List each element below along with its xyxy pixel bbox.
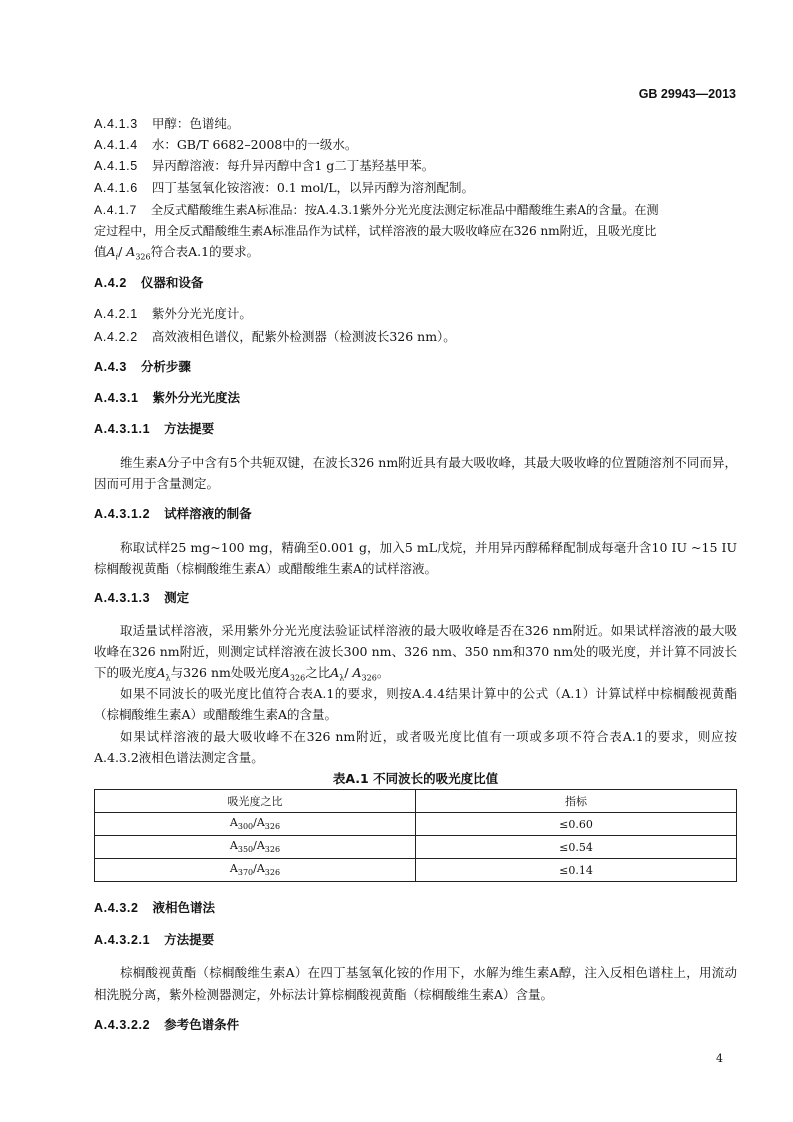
item-a4-2-1: A.4.2.1 紫外分光光度计。: [94, 306, 252, 321]
table-cell-value: ≤0.60: [416, 813, 737, 836]
heading-a4-3-1: A.4.3.1 紫外分光光度法: [94, 390, 241, 405]
table-row: [95, 813, 737, 836]
paragraph-ratio-compliance: 如果不同波长的吸光度比值符合表A.1的要求，则按A.4.4结果计算中的公式（A.1）计算试样中棕榈酸视黄酯（棕榈酸维生素A）或醋酸维生素A的含量。: [94, 686, 737, 722]
paragraph-sample-preparation: 称取试样25 mg~100 mg，精确至0.001 g，加入5 mL戊烷，并用异丙醇稀释配制成每毫升含10 IU ~15 IU棕榈酸视黄酯（棕榈酸维生素A）或醋酸维生素A的试样溶液。: [94, 540, 737, 576]
item-a4-1-7-line1: A.4.1.7 全反式醋酸维生素A标准品：按A.4.3.1紫外分光光度法测定标准品中醋酸维生素A的含量。在测: [94, 203, 659, 217]
table-cell-ratio: $A_{370}/A_{326}$: [95, 859, 416, 882]
absorbance-ratio-table: [94, 789, 737, 882]
heading-a4-3-2-2: A.4.3.2.2 参考色谱条件: [94, 1017, 240, 1032]
heading-a4-3-1-2: A.4.3.1.2 试样溶液的制备: [94, 506, 252, 521]
item-a4-1-7-line2: 定过程中，用全反式醋酸维生素A标准品作为试样，试样溶液的最大吸收峰应在326 nm附近，且吸光度比: [94, 224, 657, 238]
table-header-row: [95, 790, 737, 813]
item-a4-1-3: A.4.1.3 甲醇：色谱纯。: [94, 116, 240, 131]
paragraph-hplc-fallback: 如果试样溶液的最大吸收峰不在326 nm附近，或者吸光度比值有一项或多项不符合表A.1的要求，则应按A.4.3.2液相色谱法测定含量。: [94, 729, 737, 765]
paragraph-hplc-summary: 棕榈酸视黄酯（棕榈酸维生素A）在四丁基氢氧化铵的作用下，水解为维生素A醇，注入反相色谱柱上，用流动相洗脱分离，紫外检测器测定，外标法计算棕榈酸视黄酯（棕榈酸维生素A）含量。: [94, 965, 737, 1002]
heading-a4-3-1-3: A.4.3.1.3 测定: [94, 590, 190, 605]
item-a4-1-4: A.4.1.4 水：GB/T 6682–2008中的一级水。: [94, 137, 358, 152]
item-a4-2-2: A.4.2.2 高效液相色谱仪，配紫外检测器（检测波长326 nm）。: [94, 329, 456, 344]
paragraph-method-summary: 维生素A分子中含有5个共轭双键，在波长326 nm附近具有最大吸收峰，其最大吸收峰的位置随溶剂不同而异，因而可用于含量测定。: [94, 455, 737, 491]
page-number: 4: [716, 1052, 723, 1065]
table-cell-value: ≤0.14: [416, 859, 737, 882]
heading-a4-2: A.4.2 仪器和设备: [94, 275, 204, 290]
table-row: [95, 859, 737, 882]
table-cell-ratio: $A_{300}/A_{326}$: [95, 813, 416, 836]
heading-a4-3-2-1: A.4.3.2.1 方法提要: [94, 932, 215, 947]
standard-number: GB 29943—2013: [638, 87, 736, 101]
heading-a4-3-1-1: A.4.3.1.1 方法提要: [94, 421, 215, 436]
table-header-ratio: 吸光度之比: [95, 790, 416, 813]
item-a4-1-7-line3: 值$A_i/$ $A_{326}$符合表A.1的要求。: [94, 244, 260, 262]
paragraph-measurement: 取适量试样溶液，采用紫外分光光度法验证试样溶液的最大吸收峰是否在326 nm附近。如果试样溶液的最大吸收峰在326 nm附近，则测定试样溶液在波长300 nm、326 nm、350 nm和370 nm处的吸光度，并计算不同波长下的吸光度$A_\lambda$与326 nm处吸光度$A_{326}$之比$A_\lambda/$ $A_{326}$。: [94, 623, 737, 683]
table-row: [95, 836, 737, 859]
table-title: 表A.1 不同波长的吸光度比值: [332, 771, 499, 786]
heading-a4-3-2: A.4.3.2 液相色谱法: [94, 900, 216, 915]
item-a4-1-6: A.4.1.6 四丁基氢氧化铵溶液：0.1 mol/L，以异丙醇为溶剂配制。: [94, 180, 475, 195]
table-cell-value: ≤0.54: [416, 836, 737, 859]
table-cell-ratio: $A_{350}/A_{326}$: [95, 836, 416, 859]
table-header-index: 指标: [416, 790, 737, 813]
item-a4-1-5: A.4.1.5 异丙醇溶液：每升异丙醇中含1 g二丁基羟基甲苯。: [94, 158, 435, 173]
heading-a4-3: A.4.3 分析步骤: [94, 359, 191, 374]
